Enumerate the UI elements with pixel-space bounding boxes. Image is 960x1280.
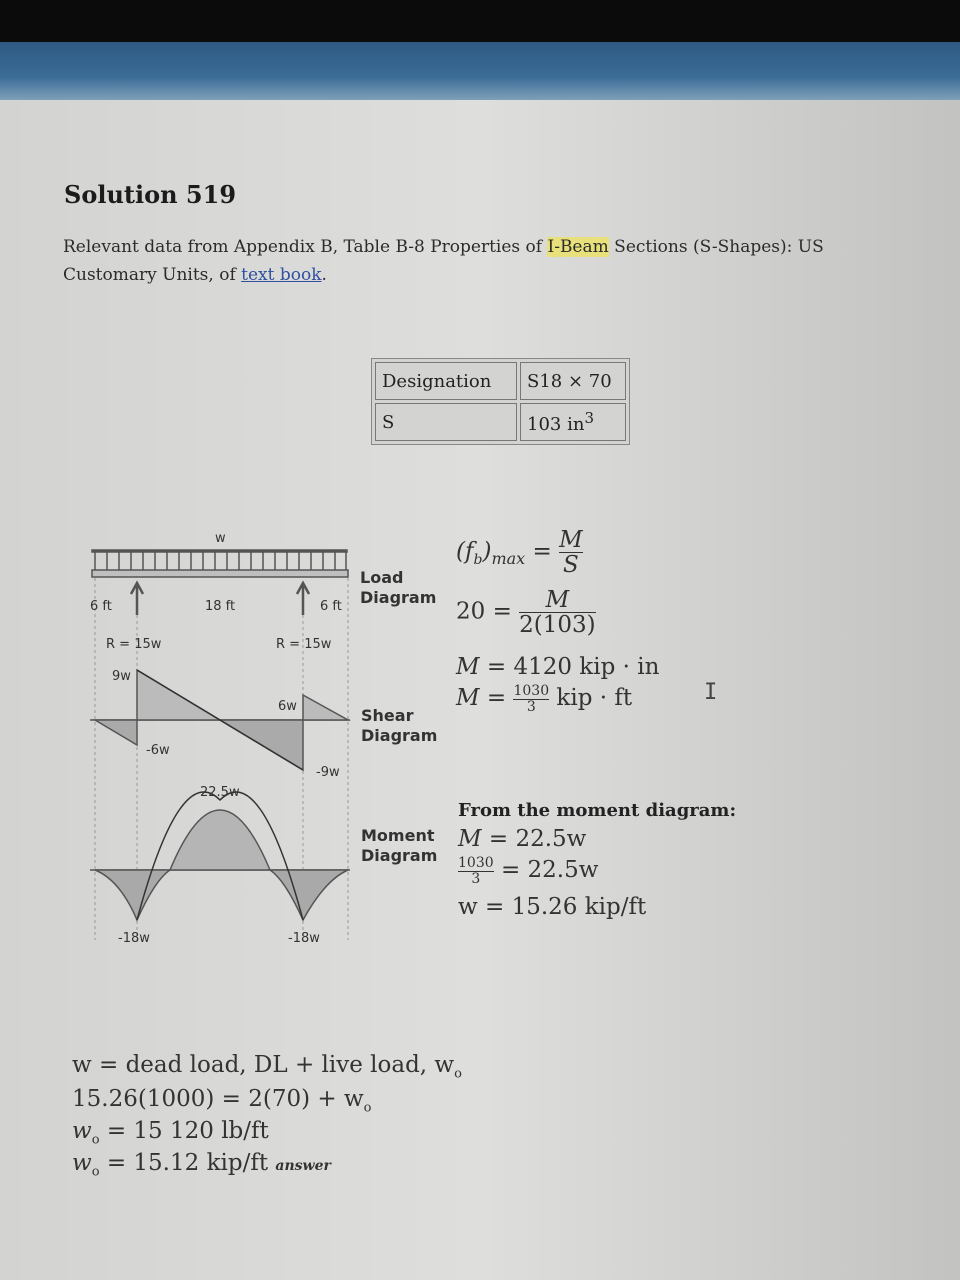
shear-region-1 (95, 720, 137, 745)
reaction-right: R = 15w (276, 637, 332, 652)
load-top-line (92, 550, 347, 552)
dim-middle: 18 ft (205, 599, 236, 614)
intro-paragraph (63, 233, 893, 289)
bottom-line-1: w = dead load, DL + live load, $w_o$ (72, 1052, 462, 1082)
table-cell-value (520, 403, 626, 441)
reaction-arrow-right (297, 583, 309, 615)
browser-header-band (0, 42, 960, 100)
reaction-arrow-left (131, 583, 143, 615)
shear-value: 6w (278, 699, 297, 714)
table-row (375, 362, 626, 400)
shear-region-4 (303, 695, 348, 720)
table-cell-label: S (375, 403, 517, 441)
bottom-line-2: $15.26(1000) = 2(70) + w_o$ (72, 1086, 372, 1116)
cell-exponent: 3 (584, 409, 594, 427)
shear-value: 9w (112, 669, 131, 684)
intro-text-1: Relevant data from Appendix B, Table B-8 Properties of (63, 237, 548, 257)
shear-diagram-label: Shear Diagram (361, 706, 438, 745)
dim-left: 6 ft (90, 599, 112, 614)
intro-text-2: Sections (S-Shapes): US Customary Units, of (63, 237, 824, 285)
load-arrows (95, 552, 346, 570)
moment-positive (170, 810, 270, 870)
moment-line-1: M = 22.5w (458, 826, 587, 852)
answer-label: answer (275, 1158, 331, 1174)
moment-line-3: w = 15.26 kip/ft (458, 894, 647, 920)
moment-value: 22.5w (200, 785, 240, 800)
moment-neg-left (95, 870, 170, 920)
shear-value: -9w (316, 765, 340, 780)
equation-line-3: M = $\frac{1030}{3}$ kip · ft (456, 683, 633, 715)
beam (92, 570, 348, 577)
solution-page (0, 100, 960, 1280)
beam-diagrams (80, 520, 370, 950)
cell-value-text: 103 in (527, 414, 585, 435)
stress-formula: $(f_b)_{max}$ = $\frac{M}{S}$ (456, 527, 583, 579)
bottom-line-4: $w_o = 15.12$ kip/ft answer (72, 1150, 331, 1180)
table-cell-label: Designation (375, 362, 517, 400)
intro-highlight: I-Beam (547, 237, 609, 257)
reaction-left: R = 15w (106, 637, 162, 652)
equation-line-1: 20 = $\frac{M}{2(103)}$ (456, 587, 596, 639)
moment-diagram-label: Moment Diagram (361, 826, 438, 865)
cell-value-text: S18 × 70 (527, 370, 612, 392)
screen-top-bezel (0, 0, 960, 42)
shear-value: -6w (146, 743, 170, 758)
moment-section-title: From the moment diagram: (458, 800, 737, 821)
load-diagram-label: Load Diagram (360, 568, 437, 607)
moment-value: -18w (118, 931, 150, 946)
textbook-link[interactable]: text book (241, 265, 322, 285)
equation-line-2: M = 4120 kip · in (456, 654, 660, 680)
moment-neg-right (270, 870, 348, 920)
text-cursor-icon: I (704, 680, 718, 705)
table-row (375, 403, 626, 441)
intro-end: . (321, 265, 327, 285)
section-properties-table (371, 358, 630, 445)
moment-line-2: $\frac{1030}{3}$ = 22.5w (458, 855, 599, 887)
table-cell-value (520, 362, 626, 400)
bottom-line-3: $w_o = 15$ 120 lb/ft (72, 1118, 269, 1148)
moment-value: -18w (288, 931, 320, 946)
dim-right: 6 ft (320, 599, 342, 614)
page-title: Solution 519 (64, 180, 237, 209)
load-symbol: w (215, 531, 226, 546)
